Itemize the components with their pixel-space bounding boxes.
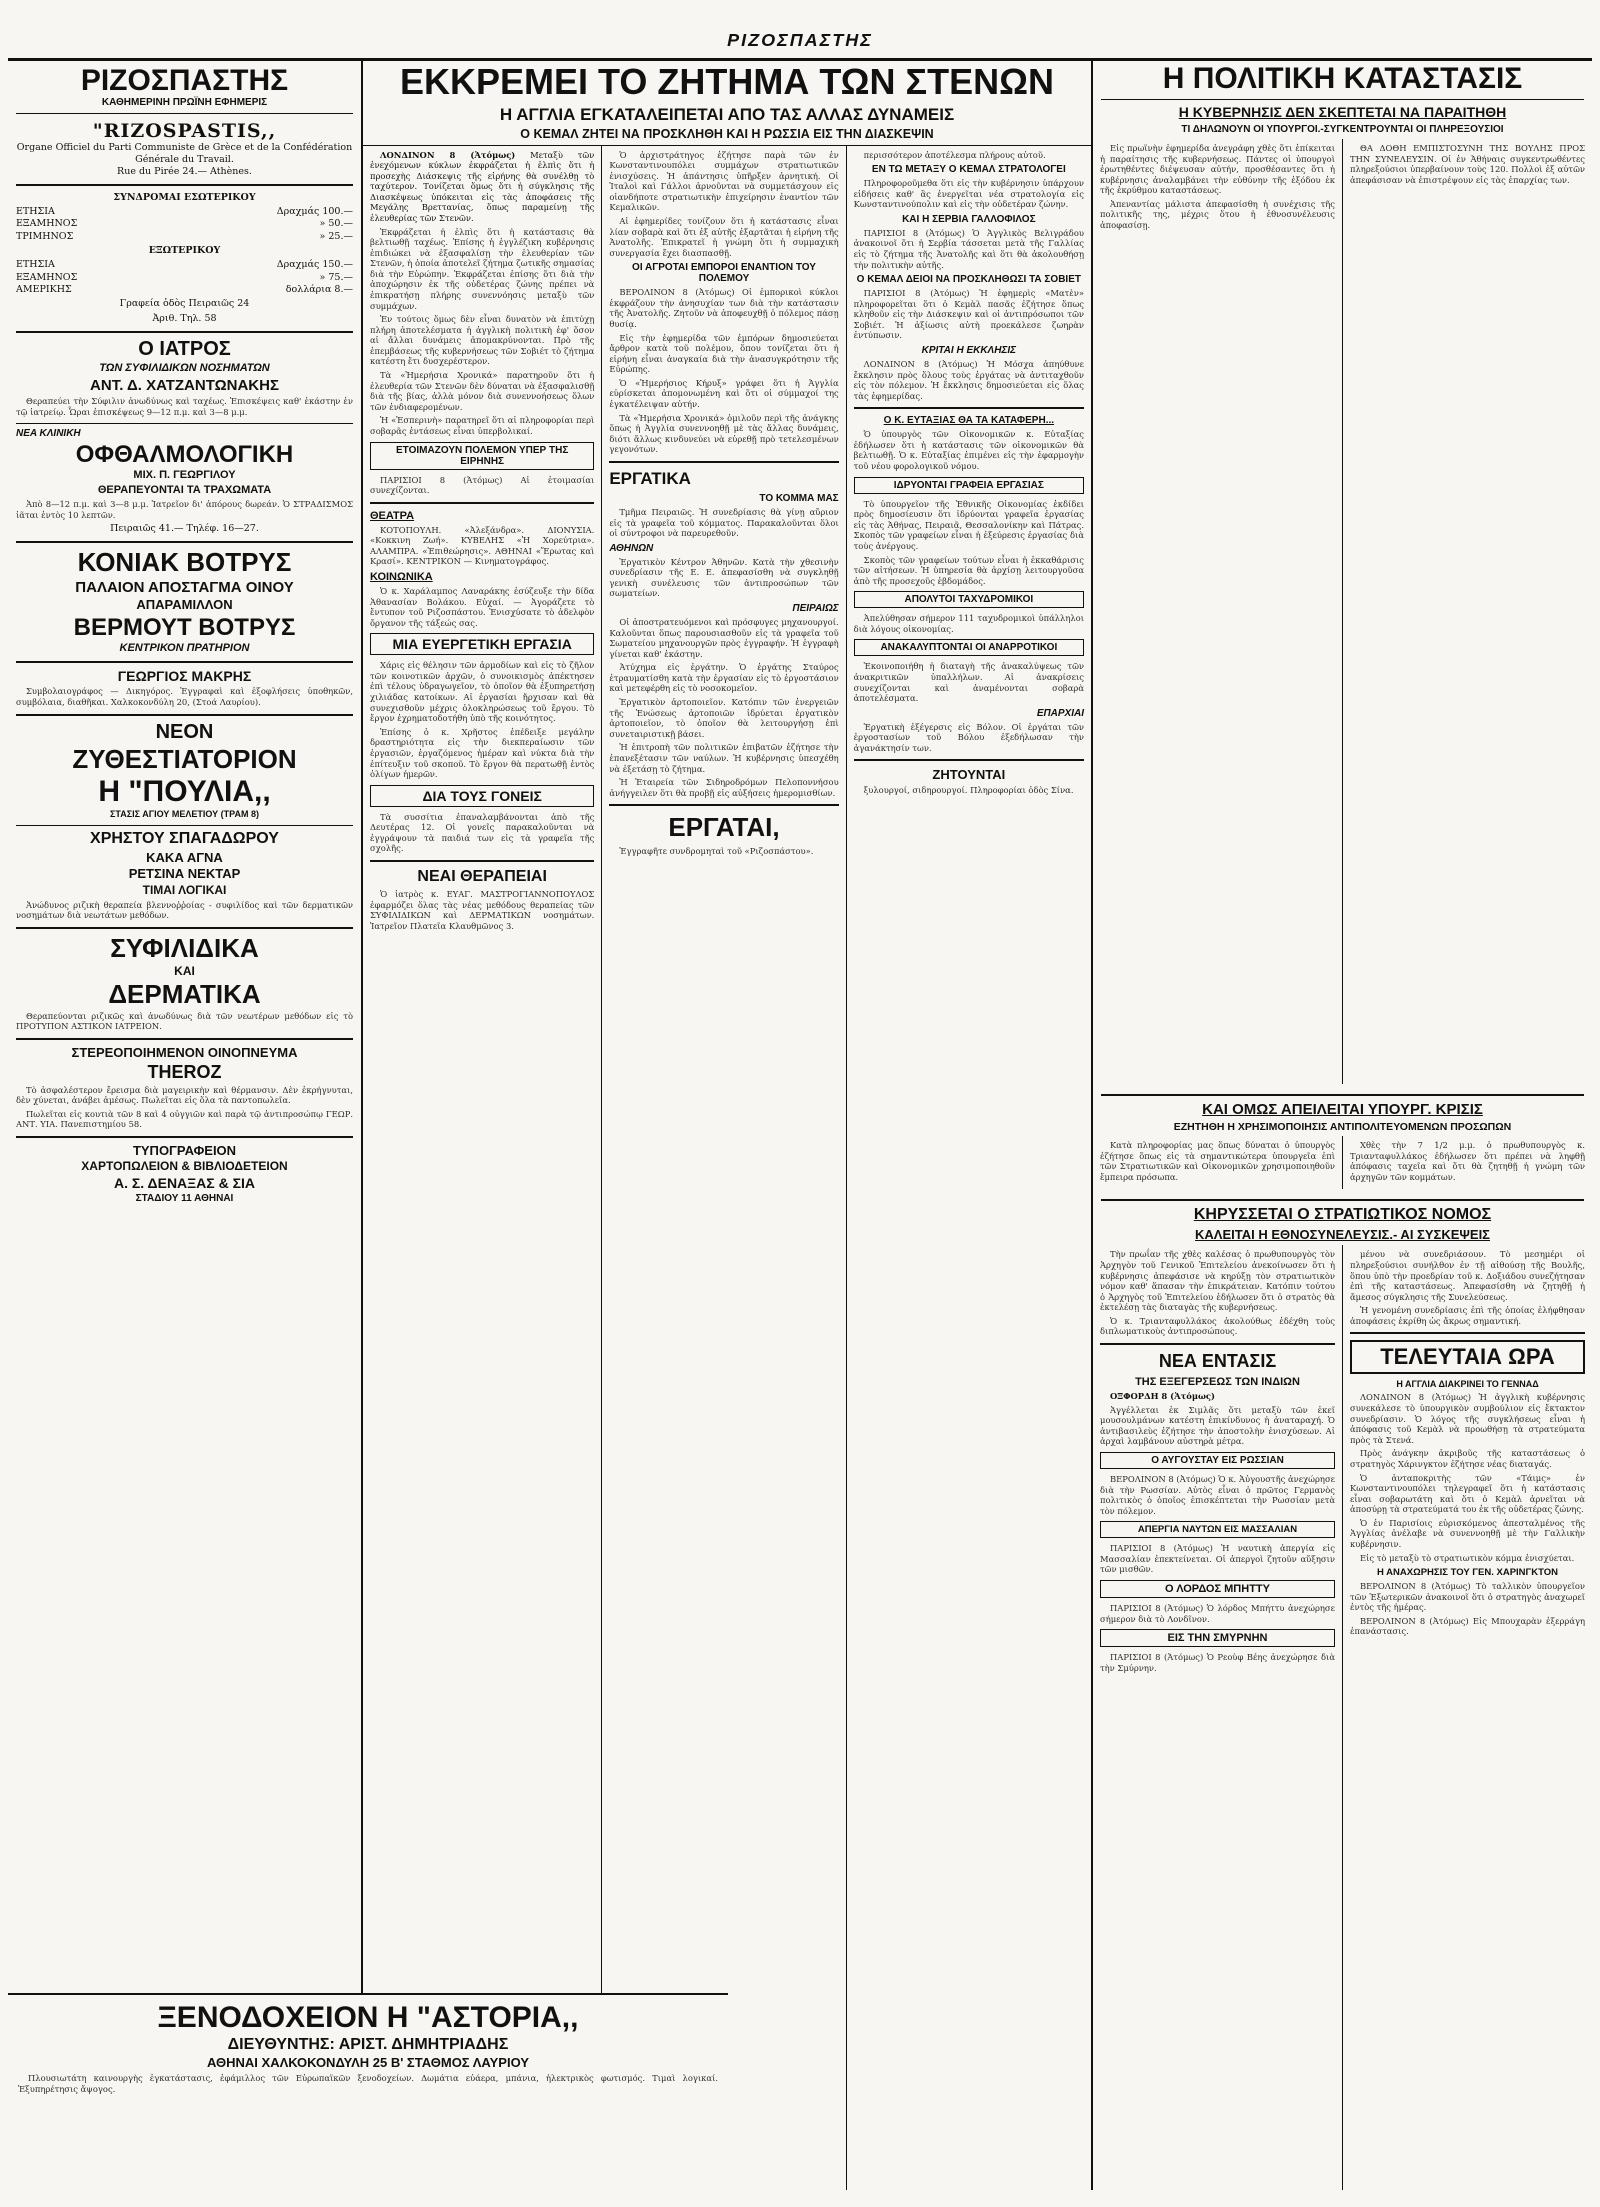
ad-spagadorou-l3: ΤΙΜΑΙ ΛΟΓΙΚΑΙ	[142, 882, 227, 897]
ad-cognac-l3: ΑΠΑΡΑΜΙΛΛΟΝ	[136, 597, 233, 613]
section-heading: Ο Κ. ΕΥΤΑΞΙΑΣ ΘΑ ΤΑ ΚΑΤΑΦΕΡΗ...	[883, 415, 1055, 427]
article-text: Χθὲς τὴν 7 1/2 μ.μ. ὁ πρωθυπουργὸς κ. Τριανταφυλλάκος ἐδήλωσεν ὅτι πρέπει νὰ ληφθῇ ἀπόφασις ταχεῖα καὶ ὅτι θὰ ζητηθῇ ἡ γνώμη τῶν ἀρχηγῶν τῶν κομμάτων.	[1350, 1140, 1585, 1182]
article-text: Ἀτύχημα εἰς ἐργάτην. Ὁ ἐργάτης Σταύρος ἐτραυματίσθη κατὰ τὴν ἐργασίαν εἰς τὸ ἐργοστάσιον καὶ μετεφέρθη εἰς τὸ νοσοκομεῖον.	[609, 662, 839, 694]
price-row	[16, 218, 353, 230]
article-text: Εἰς τὸ μεταξὺ τὸ στρατιωτικὸν κόμμα ἐνισχύεται.	[1360, 1552, 1575, 1563]
ad-clinic-address: Πειραιῶς 41.— Τηλέφ. 16—27.	[110, 523, 259, 535]
section-heading: ΝΕΑ ΕΝΤΑΣΙΣ	[1158, 1351, 1277, 1372]
divider	[370, 860, 594, 862]
martial-sub6: ΚΑΛΕΙΤΑΙ Η ΕΘΝΟΣΥΝΕΛΕΥΣΙΣ.- ΑΙ ΣΥΣΚΕΨΕΙΣ	[1195, 1227, 1490, 1243]
article-text: Ἐργατικὸν ἀρτοποιεῖον. Κατόπιν τῶν ἐνεργειῶν τῆς Ἑνώσεως ἀρτοποιῶν ἱδρύεται ἐργατικὸν ἀρτοποιεῖον, τὸ ὁποῖον θὰ λειτουργήσῃ ἐπὶ συνεταιριστικῇ βάσει.	[609, 697, 839, 739]
divider	[609, 461, 838, 463]
article-text: ΘΑ ΔΟΘΗ ΕΜΠΙΣΤΟΣΥΝΗ ΤΗΣ ΒΟΥΛΗΣ ΠΡΟΣ ΤΗΝ ΣΥΝΕΛΕΥΣΙΝ. Οἱ ἐν Ἀθήναις συγκεντρωθέντες πληρεξούσιοι ὑπερβαίνουν τοὺς 120. Πολλοὶ ἐξ αὐτῶν ἀπεφάσισαν νὰ ἐπιστρέψουν εἰς τὰς ἐπαρχίας των.	[1350, 143, 1585, 185]
article-text: Αἱ ἐφημερίδες τονίζουν ὅτι ἡ κατάστασις εἶναι λίαν σοβαρὰ καὶ ὅτι ἐξ αὐτῆς ἐξαρτᾶται ἡ εἰρήνη τῆς Ἀνατολῆς. Ἐπικρατεῖ ἡ γνώμη ὅτι ἡ συμμαχικὴ συνεργασία ἔχει διασπασθῇ.	[609, 215, 839, 258]
article-text: ΒΕΡΟΛΙΝΟΝ 8 (Ἀτόμως) Ὁ κ. Ἀὐγουστῆς ἀνεχώρησε διὰ τὴν Ρωσσίαν. Αὐτὸς εἶναι ὁ πρῶτος Γερμανὸς πολιτικὸς ὁ ὁποῖος ἐπισκέπτεται τὴν Ρωσσίαν μετὰ τὸν πόλεμον.	[1100, 1473, 1335, 1516]
article-text: ΒΕΡΟΛΙΝΟΝ 8 (Ἀτόμως) Οἱ ἐμπορικοὶ κύκλοι ἐκφράζουν τὴν ἀνησυχίαν των διὰ τὴν κατάστασιν τῆς Ἀνατολῆς. Ζητοῦν νὰ ἀποφευχθῇ ὁ πόλεμος πάσῃ θυσίᾳ.	[609, 287, 839, 330]
paper-subtitle: ΚΑΘΗΜΕΡΙΝΗ ΠΡΩΪΝΗ ΕΦΗΜΕΡΙΣ	[101, 97, 268, 108]
lead-body	[370, 150, 594, 224]
political-sub2: ΤΙ ΔΗΛΩΝΟΥΝ ΟΙ ΥΠΟΥΡΓΟΙ.-ΣΥΓΚΕΝΤΡΟΥΝΤΑΙ ΟΙ ΠΛΗΡΕΞΟΥΣΙΟΙ	[1181, 124, 1504, 135]
divider	[609, 804, 838, 806]
domestic-header: ΣΥΝΔΡΟΜΑΙ ΕΣΩΤΕΡΙΚΟΥ	[113, 191, 256, 203]
price-label: ΕΤΗΣΙΑ	[16, 205, 55, 217]
article-text: ΠΑΡΙΣΙΟΙ 8 (Ἀτόμως) Αἱ ἑτοιμασίαι συνεχίζονται.	[370, 474, 595, 496]
middle-columns	[363, 60, 1093, 2190]
office-address: Γραφεία ὁδὸς Πειραιῶς 24	[119, 298, 250, 310]
section-heading: ΕΠΑΡΧΙΑΙ	[1036, 707, 1084, 719]
section-heading: ΚΟΙΝΩΝΙΚΑ	[370, 571, 433, 583]
article-text: ΠΑΡΙΣΙΟΙ 8 (Ἀτόμως) Ὁ λόρδος Μπήττυ ἀνεχώρησε σήμερον διὰ τὸ Λονδῖνον.	[1100, 1602, 1335, 1624]
section-heading: Η ΑΝΑΧΩΡΗΣΙΣ ΤΟΥ ΓΕΝ. ΧΑΡΙΝΓΚΤΟΝ	[1377, 1567, 1558, 1579]
article-text: ΠΑΡΙΣΙΟΙ 8 (Ἀτόμως) Ἡ ἐφημερὶς «Ματὲν» πληροφορεῖται ὅτι ὁ Κεμὰλ πασᾶς ἐζήτησε ὅπως κληθοῦν εἰς τὴν Διάσκεψιν καὶ οἱ ἀντιπρόσωποι τῶν Σοβιέτ. Ἡ ἀξίωσις αὐτὴ προεκάλεσε ζωηρὰν ἐντύπωσιν.	[853, 288, 1084, 341]
section-heading: ΙΔΡΥΟΝΤΑΙ ΓΡΑΦΕΙΑ ΕΡΓΑΣΙΑΣ	[854, 477, 1084, 494]
divider	[16, 541, 353, 543]
article-text: ΠΑΡΙΣΙΟΙ 8 (Ἀτόμως) Ὁ Ἀγγλικὸς Βελιγράδου ἀνακοινοῖ ὅτι ἡ Σερβία τάσσεται μετὰ τῆς Γαλλίας εἰς τὸ ζήτημα τῆς Ἀνατολῆς καὶ ὅτι θὰ ἀκολουθήσῃ τὴν πολιτικὴν αὐτῆς.	[853, 227, 1084, 270]
ad-cognac-l2: ΠΑΛΑΙΟΝ ΑΠΟΣΤΑΓΜΑ ΟΙΝΟΥ	[75, 578, 294, 596]
price-row	[16, 206, 353, 218]
article-text: Τὰ συσσίτια ἐπαναλαμβάνονται ἀπὸ τῆς Δευτέρας 12. Οἱ γονεῖς παρακαλοῦνται νὰ ἐγγράψουν τὰ παιδιά των εἰς τὰ γραφεῖα τῆς σχολῆς.	[370, 811, 595, 854]
divider	[16, 331, 353, 333]
ad-body-text: Ἀνώδυνος ριζικὴ θεραπεία βλεννοῤῥοίας - συφιλίδος καὶ τῶν δερματικῶν νοσημάτων διὰ νεωτάτων μεθόδων.	[16, 899, 353, 921]
lead-subhead: Η ΑΓΓΛΙΑ ΕΓΚΑΤΑΛΕΙΠΕΤΑΙ ΑΠΟ ΤΑΣ ΑΛΛΑΣ ΔΥΝΑΜΕΙΣ	[499, 105, 955, 124]
section-heading: ΕΡΓΑΤΙΚΑ	[609, 468, 691, 488]
section-heading: ΘΕΑΤΡΑ	[370, 509, 415, 522]
divider	[16, 1136, 353, 1138]
ad-print-l2: ΧΑΡΤΟΠΩΛΕΙΟΝ & ΒΙΒΛΙΟΔΕΤΕΙΟΝ	[81, 1159, 288, 1174]
divider	[16, 113, 353, 114]
divider	[16, 423, 353, 424]
left-column	[8, 60, 363, 2190]
paper-title: ΡΙΖΟΣΠΑΣΤΗΣ	[80, 64, 289, 97]
ad-print-l3: Α. Σ. ΔΕΝΑΞΑΣ & ΣΙΑ	[114, 1175, 255, 1192]
section-heading: ΚΑΙ Η ΣΕΡΒΙΑ ΓΑΛΛΟΦΙΛΟΣ	[902, 213, 1036, 225]
office-phone: Ἀριθ. Τηλ. 58	[152, 312, 217, 324]
article-text: Οἱ ἀποστρατευόμενοι καὶ πρόσφυγες μηχανουργοί. Καλοῦνται ὅπως παρουσιασθοῦν εἰς τὰ γραφεῖα τοῦ Σωματείου μηχανουργῶν πρὸς ἐγγραφήν. Ἡ ἐγγραφὴ γίνεται καθ' ἑκάστην.	[609, 617, 839, 659]
section-heading: ΕΙΣ ΤΗΝ ΣΜΥΡΝΗΝ	[1100, 1629, 1335, 1647]
column-4a	[1093, 139, 1343, 1084]
martial-header	[1093, 1189, 1592, 1245]
article-text: Ἡ «Ἑσπερινὴ» παρατηρεῖ ὅτι αἱ πληροφορίαι περὶ σοβαρᾶς ἐντάσεως εἶναι ὑπερβολικαί.	[370, 415, 595, 436]
ad-body-text: Συμβολαιογράφος — Δικηγόρος. Ἐγγραφαὶ καὶ ἐξοφλήσεις ὑποθηκῶν, συμβόλαια, διαθῆκαι. Χαλκοκονδύλη 20, (Στοά Λαυρίου).	[16, 686, 353, 708]
column-4f	[1343, 1245, 1592, 2190]
price-label: ΕΞΑΜΗΝΟΣ	[16, 218, 78, 230]
section-heading: ΜΙΑ ΕΥΕΡΓΕΤΙΚΗ ΕΡΓΑΣΙΑ	[370, 633, 594, 655]
subscription-table	[16, 192, 353, 325]
article-text: Ὁ ἀνταποκριτὴς τῶν «Τάιμς» ἐν Κωνσταντινουπόλει τηλεγραφεῖ ὅτι ἡ κατάστασις εἶναι σοβαρωτάτη καὶ ὅτι ὁ Κεμὰλ ἀρνεῖται νὰ ἀποσύρῃ τὰ στρατεύματά του ἐκ τῆς οὐδετέρας ζώνης.	[1350, 1472, 1585, 1515]
article-text: Ἐπίσης ὁ κ. Χρῆστος ἐπέδειξε μεγάλην δραστηριότητα εἰς τὴν διεκπεραίωσιν τῶν ἐργασιῶν, ἐργαζόμενος ἡμέραν καὶ νύκτα διὰ τὴν ἐπίτευξιν τοῦ σκοποῦ. Τὸ ἔργον θὰ περατωθῇ ἐντὸς ὀλίγων ἡμερῶν.	[370, 726, 595, 780]
hotel-director: ΔΙΕΥΘΥΝΤΗΣ: ΑΡΙΣΤ. ΔΗΜΗΤΡΙΑΔΗΣ	[227, 2035, 509, 2053]
divider	[1100, 1343, 1335, 1345]
divider	[370, 502, 594, 504]
ad-cognac-title: ΚΟΝΙΑΚ ΒΟΤΡΥΣ	[77, 547, 292, 578]
section-heading: ΠΕΙΡΑΙΩΣ	[792, 603, 839, 614]
divider	[1101, 1199, 1584, 1201]
article-text: Ἡ γενομένη συνεδρίασις ἐπὶ τῆς ὁποίας ἐλήφθησαν ἀποφάσεις ἐκρίθη ὡς ἄκρως σημαντική.	[1350, 1305, 1585, 1326]
price-row	[16, 272, 353, 284]
section-heading: ΔΙΑ ΤΟΥΣ ΓΟΝΕΙΣ	[370, 785, 594, 807]
article-text: Ὁ «Ἡμερήσιος Κήρυξ» γράφει ὅτι ἡ Ἀγγλία εὑρίσκεται ἀπομονωμένη καὶ ὅτι οἱ σύμμαχοί της ἐγκατέλειψαν αὐτήν.	[609, 377, 839, 410]
article-text: Τὰ «Ἡμερήσια Χρονικά» ὁμιλοῦν περὶ τῆς ἀνάγκης ὅπως ἡ Ἀγγλία συνεννοηθῇ μὲ τὰς ἄλλας δυνάμεις, διότι ἄλλως κινδυνεύει νὰ εὑρεθῇ πρὸ τετελεσμένων γεγονότων.	[609, 412, 839, 455]
article-text: Τὸ ὑπουργεῖον τῆς Ἐθνικῆς Οἰκονομίας ἐκδίδει πρὸς δημοσίευσιν ὅτι ἱδρύονται γραφεῖα ἐργασίας εἰς τὰς Ἀθήνας, Πειραιᾶ, Θεσσαλονίκην καὶ Πάτρας. Σκοπὸς τῶν γραφείων εἶναι ἡ ἐξεύρεσις ἐργασίας διὰ τοὺς ἀνέργους.	[853, 498, 1084, 551]
article-text: Ὁ ὑπουργὸς τῶν Οἰκονομικῶν κ. Εὐταξίας ἐδήλωσεν ὅτι ἡ κατάστασις τῶν οἰκονομικῶν θὰ βελτιωθῇ. Ὁ κ. Εὐταξίας ἐπιμένει εἰς τὴν ἐφαρμογὴν τοῦ νέου φορολογικοῦ νόμου.	[853, 429, 1084, 472]
divider	[854, 759, 1084, 761]
ad-print-title: ΤΥΠΟΓΡΑΦΕΙΟΝ	[132, 1142, 237, 1158]
ad-spagadorou-title: ΧΡΗΣΤΟΥ ΣΠΑΓΑΔΩΡΟΥ	[90, 829, 279, 847]
crisis-subcolumns	[1093, 1136, 1592, 1189]
article-text: Χάρις εἰς θέλησιν τῶν ἀρμοδίων καὶ εἰς τὸ ζῆλον τῶν κοινοτικῶν ἀρχῶν, ὁ συνοικισμὸς ἀπέκτησεν ἐπὶ τέλους ὑδραγωγεῖον, τὸ ὁποῖον θὰ ἐξυπηρετήσῃ χιλιάδας κατοίκων. Αἱ ἐργασίαι ἤρχισαν καὶ θὰ συνεχισθοῦν μέχρις ὁλοκληρώσεως τοῦ ἔργου. Τὸ ἔργον ἐχρηματοδοτήθη ὑπὸ τῆς κοινότητος.	[370, 660, 595, 724]
ad-body-text: Πλουσιωτάτη καινουργὴς ἐγκατάστασις, ἐφάμιλλος τῶν Εὐρωπαϊκῶν ξενοδοχείων. Δωμάτια εὐάερα, μπάνια, ἠλεκτρικὸς φωτισμός. Τιμαὶ λογικαί. Ἐξυπηρέτησις ἄψογος.	[18, 2072, 718, 2094]
ad-clinic-kicker: ΝΕΑ ΚΛΙΝΙΚΗ	[16, 427, 81, 439]
article-text: ΚΟΤΟΠΟΥΛΗ. «Ἀλεξάνδρα». ΔΙΟΝΥΣΙΑ. «Κοκκινη Ζωή». ΚΥΒΕΛΗΣ «Ἡ Χορεύτρια». ΑΛΑΜΠΡΑ. «Ἐπιθεώρησις». ΑΘΗΝΑΙ «Ἔρωτας καὶ Κρασί». ΚΕΝΤΡΙΚΟΝ — Κινηματογράφος.	[370, 524, 595, 567]
article-text: Τμῆμα Πειραιῶς. Ἡ συνεδρίασις θὰ γίνῃ αὔριον εἰς τὰ γραφεῖα τοῦ κόμματος. Παρακαλοῦνται ὅλοι οἱ σύντροφοι νὰ παρευρεθοῦν.	[609, 506, 839, 539]
article-text: Ὁ κ. Τριανταφυλλάκος ἀκολούθως ἐδέχθη τοὺς διπλωματικοὺς ἀντιπροσώπους.	[1100, 1315, 1335, 1337]
article-text: Ἐκοινοποιήθη ἡ διαταγὴ τῆς ἀνακαλύψεως τῶν ἀνακριτικῶν ὑπαλλήλων. Αἱ ἀνακρίσεις συνεχίζονται καὶ ἀναμένονται σοβαρὰ ἀποτελέσματα.	[853, 661, 1084, 704]
article-text: ΒΕΡΟΛΙΝΟΝ 8 (Ἀτόμως) Τὸ ταλλικὸν ὑπουργεῖον τῶν Ἐξωτερικῶν ἀνακοινοῖ ὅτι ὁ στρατηγὸς ἀναχωρεῖ ἐντὸς τῆς ἡμέρας.	[1350, 1581, 1585, 1613]
ad-vermouth-title: ΒΕΡΜΟΥΤ ΒΟΤΡΥΣ	[73, 614, 296, 642]
divider	[1101, 99, 1584, 100]
column-2a	[363, 146, 602, 2191]
political-header	[1093, 60, 1592, 139]
masthead-banner: ΡΙΖΟΣΠΑΣΤΗΣ	[727, 30, 873, 50]
hotel-address: ΑΘΗΝΑΙ ΧΑΛΚΟΚΟΝΔΥΛΗ 25 Β' ΣΤΑΘΜΟΣ ΛΑΥΡΙΟΥ	[206, 2055, 529, 2071]
article-text: Σκοπὸς τῶν γραφείων τούτων εἶναι ἡ ἐκκαθάρισις τῶν αἰτήσεων. Ἡ ὑπηρεσία θὰ ἀρχίσῃ λειτουργοῦσα ἀπὸ τῆς προσεχοῦς ἑβδομάδος.	[853, 554, 1084, 586]
article-text: Πληροφοροῦμεθα ὅτι εἰς τὴν κυβέρνησιν ὑπάρχουν εἰδήσεις καθ' ἃς ἐνεργεῖται νέα στρατολογία εἰς Κωνσταντινούπολιν καὶ εἰς τὴν οὐδετέραν ζώνην.	[853, 178, 1084, 210]
divider	[16, 927, 353, 929]
ad-body-text: Θεραπεύει τὴν Σύφιλιν ἀνωδύνως καὶ ταχέως. Ἐπισκέψεις καθ' ἑκάστην ἐν τῷ ἰατρείῳ. Ὧραι ἐπισκέψεως 9—12 π.μ. καὶ 3—8 μ.μ.	[16, 396, 353, 417]
article-text: Ἐκφράζεται ἡ ἐλπὶς ὅτι ἡ κατάστασις θὰ βελτιωθῇ ταχέως. Ἐπίσης ἡ ἐγγλέζικη κυβέρνησις ἐπιδιώκει νὰ ἐξασφαλίσῃ τὴν ἐλευθερίαν τῶν Στενῶν, ἡ ὁποία ἀποτελεῖ ζήτημα ζωτικῆς σημασίας διὰ τὴν Εὐρώπην. Ἐκφράζεται ἐπίσης ὅτι διὰ τὴν ἀποχώρησιν ἐκ τῆς οὐδετέρας ζώνης πρέπει νὰ ἐπικρατήσῃ πλήρης συνεννόησις μεταξὺ τῶν συμμάχων.	[370, 226, 595, 311]
divider	[16, 714, 353, 716]
lower-right-subcolumns	[1093, 1245, 1592, 2190]
divider	[16, 184, 353, 186]
price-value: » 75.—	[319, 271, 353, 283]
article-text: Εἰς πρωϊνὴν ἐφημερίδα ἀνεγράφη χθὲς ὅτι ἐπίκειται ἡ παραίτησις τῆς κυβερνήσεως. Πάντες οἱ ὑπουργοὶ ἐρωτηθέντες διέψευσαν αὐτήν, προσθέσαντες ὅτι ἡ κυβέρνησις ἀναλαμβάνει τὴν εὐθύνην τῆς ἐξόδου ἐκ τῆς ἐκρύθμου καταστάσεως.	[1100, 143, 1335, 196]
ad-spagadorou-l1: ΚΑΚΑ ΑΓΝΑ	[146, 849, 223, 865]
ad-syphilis-title: ΣΥΦΙΛΙΔΙΚΑ	[110, 932, 259, 963]
article-text: ΠΑΡΙΣΙΟΙ 8 (Ἀτόμως) Ἡ ναυτικὴ ἀπεργία εἰς Μασσαλίαν ἐπεκτείνεται. Οἱ ἀπεργοὶ ζητοῦν αὔξησιν τῶν μισθῶν.	[1100, 1543, 1335, 1575]
ad-body-text: Ἀπὸ 8—12 π.μ. καὶ 3—8 μ.μ. Ἰατρεῖον δι' ἀπόρους δωρεάν. Ὁ ΣΤΡΑΔΙΣΜΟΣ ἰᾶται ἐντὸς 10 λεπτῶν.	[16, 499, 353, 520]
section-heading: Ο ΑΥΓΟΥΣΤΑΥ ΕΙΣ ΡΩΣΣΙΑΝ	[1100, 1452, 1335, 1469]
political-sub1: Η ΚΥΒΕΡΝΗΣΙΣ ΔΕΝ ΣΚΕΠΤΕΤΑΙ ΝΑ ΠΑΡΑΙΤΗΘΗ	[1178, 104, 1507, 120]
price-label: ΑΜΕΡΙΚΗΣ	[16, 284, 72, 296]
price-label: ΤΡΙΜΗΝΟΣ	[16, 230, 74, 242]
ad-body-text: Πωλεῖται εἰς κουτιὰ τῶν 8 καὶ 4 οὐγγιῶν καὶ παρὰ τῷ ἀντιπροσώπῳ ΓΕΩΡ. ΑΝΤ. ΥΙΑ. Πανεπιστημίου 58.	[16, 1108, 353, 1130]
column-4d	[1343, 1136, 1592, 1189]
section-heading: ΕΡΓΑΤΑΙ,	[668, 812, 780, 843]
ad-cognac-l5: ΚΕΝΤΡΙΚΟΝ ΠΡΑΤΗΡΙΟΝ	[119, 642, 250, 655]
hotel-title: ΞΕΝΟΔΟΧΕΙΟΝ Η "ΑΣΤΟΡΙΑ,,	[157, 2001, 579, 2034]
column-4c	[1093, 1136, 1343, 1189]
middle-subcolumns	[363, 146, 1091, 2191]
ad-makris-title: ΓΕΩΡΓΙΟΣ ΜΑΚΡΗΣ	[117, 667, 252, 684]
article-text: ΛΟΝΔΙΝΟΝ 8 (Ἀτόμως) Ἡ ἀγγλικὴ κυβέρνησις συνεκάλεσε τὸ ὑπουργικὸν συμβούλιον εἰς ἔκτακτον συνεδρίασιν. Ὁ λόγος τῆς συγκλήσεως εἶναι ἡ ἀπόφασις τοῦ Κεμὰλ νὰ προωθήσῃ τὰ στρατεύματα πρὸς τὰ Στενά.	[1350, 1392, 1585, 1445]
crisis-sub4: ΕΖΗΤΗΘΗ Η ΧΡΗΣΙΜΟΠΟΙΗΣΙΣ ΑΝΤΙΠΟΛΙΤΕΥΟΜΕΝΩΝ ΠΡΟΣΩΠΩΝ	[1173, 1120, 1512, 1133]
section-heading: Ο ΚΕΜΑΛ ΔΕΙΟΙ ΝΑ ΠΡΟΣΚΛΗΘΩΣΙ ΤΑ ΣΟΒΙΕΤ	[856, 274, 1081, 286]
column-2b	[602, 146, 846, 2191]
divider	[854, 407, 1084, 409]
article-text: Ἡ ἐπιτροπὴ τῶν πολιτικῶν ἐπιβατῶν ἐζήτησε τὴν ἐπανεξέτασιν τῶν ναύλων. Ἡ κυβέρνησις ὑπεσχέθη νὰ ἐξετάσῃ τὸ ζήτημα.	[609, 742, 839, 774]
article-text: Ἐν τούτοις ὅμως δὲν εἶναι δυνατὸν νὰ ἐπιτύχῃ πλήρη ἀποτελέσματα ἡ ἀγγλικὴ πολιτικὴ ἐφ' ὅσον αἱ ἄλλαι δυνάμεις ἀπομακρύνονται. Πρὸ τῆς ἐπεμβάσεως τῆς κυβερνήσεως τῶν Σοβιέτ τὸ ζήτημα κατέστη ἔτι δυσχερέστερον.	[370, 314, 595, 367]
columns	[8, 60, 1592, 2190]
divider	[16, 661, 353, 663]
article-text: Κατὰ πληροφορίας μας ὅπως δύναται ὁ ὑπουργὸς ἐζήτησε ὅπως εἰς τὰ σημαντικώτερα ὑπουργεῖα ἐπὶ τῶν Στρατιωτικῶν καὶ Οἰκονομικῶν χρησιμοποιηθοῦν ἔμπειρα πρόσωπα.	[1100, 1140, 1335, 1182]
lead-text: Μεταξὺ τῶν ἐνεχόμενων κύκλων ἐκφράζεται ἡ ἐλπὶς ὅτι ἡ προσεχὴς Διάσκεψις τῆς εἰρήνης θὰ συνέλθῃ τὸ ταχύτερον. Τονίζεται ὅμως ὅτι ἡ σύγκλησις τῆς Διασκέψεως ὑπόκειται εἰς τὰς ἀποφάσεις τῆς Μεγάλης Βρεττανίας, ὅπως παραμείνῃ τῆς ἐλευθερίας τῶν Στενῶν.	[370, 149, 595, 223]
dateline: ΟΞΦΟΡΔΗ 8 (Ἀτόμως)	[1110, 1391, 1215, 1402]
article-text: Ἐργατικὴ ἐξέγερσις εἰς Βόλον. Οἱ ἐργάται τῶν ἐργοστασίων τοῦ Βόλου ἐξεδήλωσαν τὴν ἀγανάκτησίν των.	[853, 721, 1084, 753]
section-heading: ΟΙ ΑΓΡΟΤΑΙ ΕΜΠΟΡΟΙ ΕΝΑΝΤΙΟΝ ΤΟΥ ΠΟΛΕΜΟΥ	[632, 262, 816, 285]
ad-body-text: Τὸ ἀσφαλέστερον ἔρεισμα διὰ μαγειρικὴν καὶ θέρμανσιν. Δὲν ἐκρήγνυται, δὲν χύνεται, ἀνάβει ἀμέσως. Πωλεῖται εἰς ὅλα τὰ παντοπωλεῖα.	[16, 1084, 353, 1106]
divider	[16, 825, 353, 826]
article-text: Τὰ «Ἡμερήσια Χρονικά» παρατηροῦν ὅτι ἡ ἐλευθερία τῶν Στενῶν δὲν δύναται νὰ ἐξασφαλισθῇ διὰ τῆς βίας, ἀλλὰ μόνον διὰ συνεννοήσεως ὅλων τῶν ἐνδιαφερομένων.	[370, 370, 595, 412]
latin-title: "RIZOSPASTIS,,	[92, 120, 277, 142]
section-heading: ΕΝ ΤΩ ΜΕΤΑΞΥ Ο ΚΕΜΑΛ ΣΤΡΑΤΟΛΟΓΕΙ	[871, 164, 1066, 176]
article-text: Πρὸς ἀνάγκην ἀκριβοῦς τῆς καταστάσεως ὁ στρατηγὸς Χάρινγκτον ἐζήτησε νέας διαταγάς.	[1350, 1448, 1585, 1469]
abroad-header: ΕΞΩΤΕΡΙΚΟΥ	[148, 245, 221, 256]
article-text	[1100, 1391, 1335, 1402]
price-value: δολλάρια 8.—	[285, 284, 353, 296]
article-text: Ἀπεναντίας μάλιστα ἀπεφασίσθη ἡ συνέχισις τῆς πολιτικῆς της, μέχρις ὅτου ἡ ἐθνοσυνέλευσις ἀποφασίσῃ.	[1100, 198, 1335, 231]
latin-description: Organe Officiel du Parti Communiste de Grèce et de la Confédération Générale du Travail.	[16, 142, 353, 165]
lead-headline: ΕΚΚΡΕΜΕΙ ΤΟ ΖΗΤΗΜΑ ΤΩΝ ΣΤΕΝΩΝ	[399, 61, 1054, 102]
section-heading: ΖΗΤΟΥΝΤΑΙ	[932, 767, 1006, 783]
article-text: Ὁ ἀρχιστράτηγος ἐζήτησε παρὰ τῶν ἐν Κωνσταντινουπόλει συμμάχων στρατιωτικῶν ἐνισχύσεις. Ἡ ἀπάντησις ὑπῆρξεν ἀρνητική. Οἱ Ἰταλοὶ καὶ Γάλλοι ἀρνοῦνται νὰ συμμετάσχουν εἰς οἱανδήποτε στρατιωτικὴν ἐπιχείρησιν ἐναντίον τῶν Κεμαλικῶν.	[609, 149, 839, 213]
latin-address: Rue du Pirée 24.— Athènes.	[117, 165, 252, 177]
ad-spagadorou-l2: ΡΕΤΣΙΝΑ ΝΕΚΤΑΡ	[128, 866, 241, 882]
ad-beer-l4: ΣΤΑΣΙΣ ΑΓΙΟΥ ΜΕΛΕΤΙΟΥ (ΤΡΑΜ 8)	[110, 809, 259, 820]
article-text: μένου νὰ συνεδριάσουν. Τὸ μεσημέρι οἱ πληρεξούσιοι συνήλθον ἐν τῇ αἰθούσῃ τῆς Βουλῆς, ὅπου ὑπὸ τὴν προεδρίαν τοῦ κ. Δοξιάδου συνεζήτησαν ἐπὶ τῆς καταστάσεως. Ἀπεφασίσθη νὰ ζητηθῇ ἡ ἄμεσος σύγκλησις τῆς Συνελεύσεως.	[1350, 1249, 1585, 1302]
political-headline: Η ΠΟΛΙΤΙΚΗ ΚΑΤΑΣΤΑΣΙΣ	[1162, 62, 1523, 95]
dateline: ΛΟΝΔΙΝΟΝ 8 (Ἀτόμως)	[380, 149, 516, 160]
article-text: Ἐγγραφῆτε συνδρομηταὶ τοῦ «Ριζοσπάστου».	[619, 846, 814, 857]
column-4e	[1093, 1245, 1343, 2190]
ad-theroz-brand: THEROZ	[147, 1061, 222, 1082]
crisis-sub3: ΚΑΙ ΟΜΩΣ ΑΠΕΙΛΕΙΤΑΙ ΥΠΟΥΡΓ. ΚΡΙΣΙΣ	[1202, 1100, 1483, 1118]
price-value: Δραχμάς 150.—	[276, 259, 353, 271]
article-text: Ἀπελύθησαν σήμερον 111 ταχυδρομικοὶ ὑπάλληλοι διὰ λόγους οἰκονομίας.	[853, 613, 1084, 634]
section-heading: ΑΠΟΛΥΤΟΙ ΤΑΧΥΔΡΟΜΙΚΟΙ	[854, 591, 1084, 608]
section-heading: ΝΕΑΙ ΘΕΡΑΠΕΙΑΙ	[417, 867, 547, 885]
article-text: ΒΕΡΟΛΙΝΟΝ 8 (Ἀτόμως) Εἰς Μπουχαρὰν ἐξερράγη ἐπανάστασις.	[1350, 1615, 1585, 1637]
price-value: » 50.—	[319, 218, 353, 230]
ad-beer-l2: ΖΥΘΕΣΤΙΑΤΟΡΙΟΝ	[72, 743, 297, 774]
column-4b	[1343, 139, 1592, 1084]
article-text: Ὁ ἰατρὸς κ. ΕΥΑΓ. ΜΑΣΤΡΟΓΙΑΝΝΟΠΟΥΛΟΣ ἐφαρμόζει ὅλας τὰς νέας μεθόδους θεραπείας τῶν ΣΥΦΙΛΙΔΙΚΩΝ καὶ ΔΕΡΜΑΤΙΚΩΝ νοσημάτων. Ἰατρεῖον Πλατεῖα Κλαυθμῶνος 3.	[370, 888, 595, 931]
section-heading: ΕΤΟΙΜΑΖΟΥΝ ΠΟΛΕΜΟΝ ΥΠΕΡ ΤΗΣ ΕΙΡΗΝΗΣ	[370, 442, 594, 470]
section-heading: ΤΟ ΚΟΜΜΑ ΜΑΣ	[759, 492, 839, 504]
section-heading: ΑΠΕΡΓΙΑ ΝΑΥΤΩΝ ΕΙΣ ΜΑΣΣΑΛΙΑΝ	[1100, 1521, 1335, 1538]
article-text: Ὁ ἐν Παρισίοις εὑρισκόμενος ἀπεσταλμένος τῆς Ἀγγλίας ἀνέλαβε νὰ συνεννοηθῇ μὲ τὴν Γαλλικὴν κυβέρνησιν.	[1350, 1517, 1585, 1549]
ad-theroz-title: ΣΤΕΡΕΟΠΟΙΗΜΕΝΟΝ ΟΙΝΟΠΝΕΥΜΑ	[71, 1045, 298, 1060]
ad-syphilis-and: ΚΑΙ	[174, 963, 195, 978]
article-text: ΠΑΡΙΣΙΟΙ 8 (Ἀτόμως) Ὁ Ρεοὺφ Βέης ἀνεχώρησε διὰ τὴν Σμύρνην.	[1100, 1652, 1335, 1673]
ad-doctor-sub: ΤΩΝ ΣΥΦΙΛΙΔΙΚΩΝ ΝΟΣΗΜΑΤΩΝ	[99, 362, 270, 375]
lead-header	[363, 60, 1091, 145]
price-row	[16, 231, 353, 243]
article-text: Τὴν πρωΐαν τῆς χθὲς καλέσας ὁ πρωθυπουργὸς τὸν Ἀρχηγὸν τοῦ Γενικοῦ Ἐπιτελείου ἀνεκοίνωσεν ὅτι ἡ κυβέρνησις ἀπεφάσισε νὰ κηρύξῃ τὸν στρατιωτικὸν νόμον καθ' ἅπασαν τὴν ἐπικράτειαν. Κατόπιν τούτου ὁ Ἀρχηγὸς τοῦ Ἐπιτελείου ἐδήλωσεν ὅτι ὁ στρατὸς θὰ ἐκτελέσῃ τὰς διαταγὰς τῆς κυβερνήσεως.	[1100, 1249, 1335, 1313]
price-row	[16, 259, 353, 271]
section-heading: ΚΡΙΤΑΙ Η ΕΚΚΛΗΣΙΣ	[921, 345, 1017, 357]
article-text: Εἰς τὴν ἐφημερίδα τῶν ἐμπόρων δημοσιεύεται ἄρθρον κατὰ τοῦ πολέμου, ὅπου τονίζεται ὅτι ἡ εἰρήνη εἶναι ἀναγκαία διὰ τὴν ἀνασυγκρότησιν τῆς Εὐρώπης.	[609, 332, 839, 375]
section-heading: ΤΗΣ ΕΞΕΓΕΡΣΕΩΣ ΤΩΝ ΙΝΔΙΩΝ	[1135, 1376, 1300, 1389]
article-text: Ἐργατικὸν Κέντρον Ἀθηνῶν. Κατὰ τὴν χθεσινὴν συνεδρίασιν τῆς Ε. Ε. ἀπεφασίσθη νὰ συγκληθῇ γενικὴ συνέλευσις τῶν ἀντιπροσώπων τῶν σωματείων.	[609, 556, 839, 599]
section-heading: ΑΝΑΚΑΛΥΠΤΟΝΤΑΙ ΟΙ ΑΝΑΡΡΟΤΙΚΟΙ	[854, 639, 1084, 656]
price-row	[16, 284, 353, 296]
article-text: Ἡ Ἑταιρεία τῶν Σιδηροδρόμων Πελοποννήσου ἀνήγγειλεν ὅτι θὰ προβῇ εἰς αὐξήσεις ἡμερομισθίων.	[609, 777, 839, 798]
price-label: ΕΞΑΜΗΝΟΣ	[16, 271, 78, 283]
divider	[1101, 1094, 1584, 1096]
ad-clinic-name: ΜΙΧ. Π. ΓΕΩΡΓΙΛΟΥ	[133, 469, 236, 482]
ad-clinic-sub: ΘΕΡΑΠΕΥΟΝΤΑΙ ΤΑ ΤΡΑΧΩΜΑΤΑ	[97, 483, 272, 496]
ad-syphilis-title2: ΔΕΡΜΑΤΙΚΑ	[108, 978, 261, 1009]
price-value: Δραχμάς 100.—	[276, 205, 353, 217]
section-heading: ΑΘΗΝΩΝ	[609, 542, 654, 554]
martial-sub5: ΚΗΡΥΣΣΕΤΑΙ Ο ΣΤΡΑΤΙΩΤΙΚΟΣ ΝΟΜΟΣ	[1193, 1206, 1492, 1224]
article-text: Ἀγγέλλεται ἐκ Σιμλᾶς ὅτι μεταξὺ τῶν ἐκεῖ μουσουλμάνων κατέστη ἐπικίνδυνος ἡ ἀναταραχή. Ὁ ἀντιβασιλεὺς ἐζήτησε τὴν ἀποστολὴν ἐνισχύσεων. Αἱ ἀρχαὶ λαμβάνουν αὐστηρὰ μέτρα.	[1100, 1404, 1335, 1447]
right-column	[1093, 60, 1592, 2190]
ad-beer-l3: Η "ΠΟΥΛΙΑ,,	[98, 774, 271, 808]
column-3	[847, 146, 1091, 2191]
ad-body-text: Θεραπεύονται ριζικῶς καὶ ἀνωδύνως διὰ τῶν νεωτέρων μεθόδων εἰς τὸ ΠΡΟΤΥΠΟΝ ΑΣΤΙΚΟΝ ΙΑΤΡΕΙΟΝ.	[16, 1010, 353, 1032]
hotel-ad	[8, 1993, 728, 2203]
price-value: » 25.—	[319, 230, 353, 242]
right-subcolumns	[1093, 139, 1592, 1084]
section-heading: Ο ΛΟΡΔΟΣ ΜΠΗΤΤΥ	[1100, 1580, 1335, 1598]
article-text: ξυλουργοί, σιδηρουργοί. Πληροφορίαι ὁδὸς Σίνα.	[863, 785, 1074, 796]
divider	[1350, 1332, 1585, 1334]
ad-doctor-name: ΑΝΤ. Δ. ΧΑΤΖΑΝΤΩΝΑΚΗΣ	[90, 376, 279, 394]
ad-clinic-title: ΟΦΘΑΛΜΟΛΟΓΙΚΗ	[75, 441, 294, 469]
section-heading: Η ΑΓΓΛΙΑ ΔΙΑΚΡΙΝΕΙ ΤΟ ΓΕΝΝΑΔ	[1396, 1379, 1539, 1390]
article-text: ΛΟΝΔΙΝΟΝ 8 (Ἀτόμως) Ἡ Μόσχα ἀπηύθυνε ἔκκλησιν πρὸς ὅλους τοὺς ἐργάτας νὰ ἀντιταχθοῦν εἰς τὸν πόλεμον. Ἡ ἔκκλησις δημοσιεύεται εἰς ὅλας τὰς ἐφημερίδας.	[853, 359, 1084, 401]
crisis-header	[1093, 1084, 1592, 1137]
ad-beer-l1: ΝΕΟΝ	[155, 720, 214, 743]
article-text: Ὁ κ. Χαράλαμπος Λαναράκης ἐσύζευξε τὴν δίδα Ἀθανασίαν Βολάκου. Εὐχαί. — Ἀγοράζετε τὸ ἔντυπον τοῦ Ριζοσπάστου. Ἐνισχύσατε τὸ ἀδελφὸν ὄργανον τῆς τάξεώς σας.	[370, 586, 595, 628]
article-text: περισσότερον ἀποτέλεσμα πλήρους αὐτοῦ.	[863, 149, 1046, 160]
price-label: ΕΤΗΣΙΑ	[16, 259, 55, 271]
divider	[16, 1038, 353, 1040]
section-heading: ΤΕΛΕΥΤΑΙΑ ΩΡΑ	[1350, 1340, 1585, 1374]
ad-doctor-title: Ο ΙΑΤΡΟΣ	[138, 338, 231, 361]
ad-print-l4: ΣΤΑΔΙΟΥ 11 ΑΘΗΝΑΙ	[135, 1192, 234, 1204]
lead-subhead2: Ο ΚΕΜΑΛ ΖΗΤΕΙ ΝΑ ΠΡΟΣΚΛΗΘΗ ΚΑΙ Η ΡΩΣΣΙΑ ΕΙΣ ΤΗΝ ΔΙΑΣΚΕΨΙΝ	[520, 127, 934, 141]
